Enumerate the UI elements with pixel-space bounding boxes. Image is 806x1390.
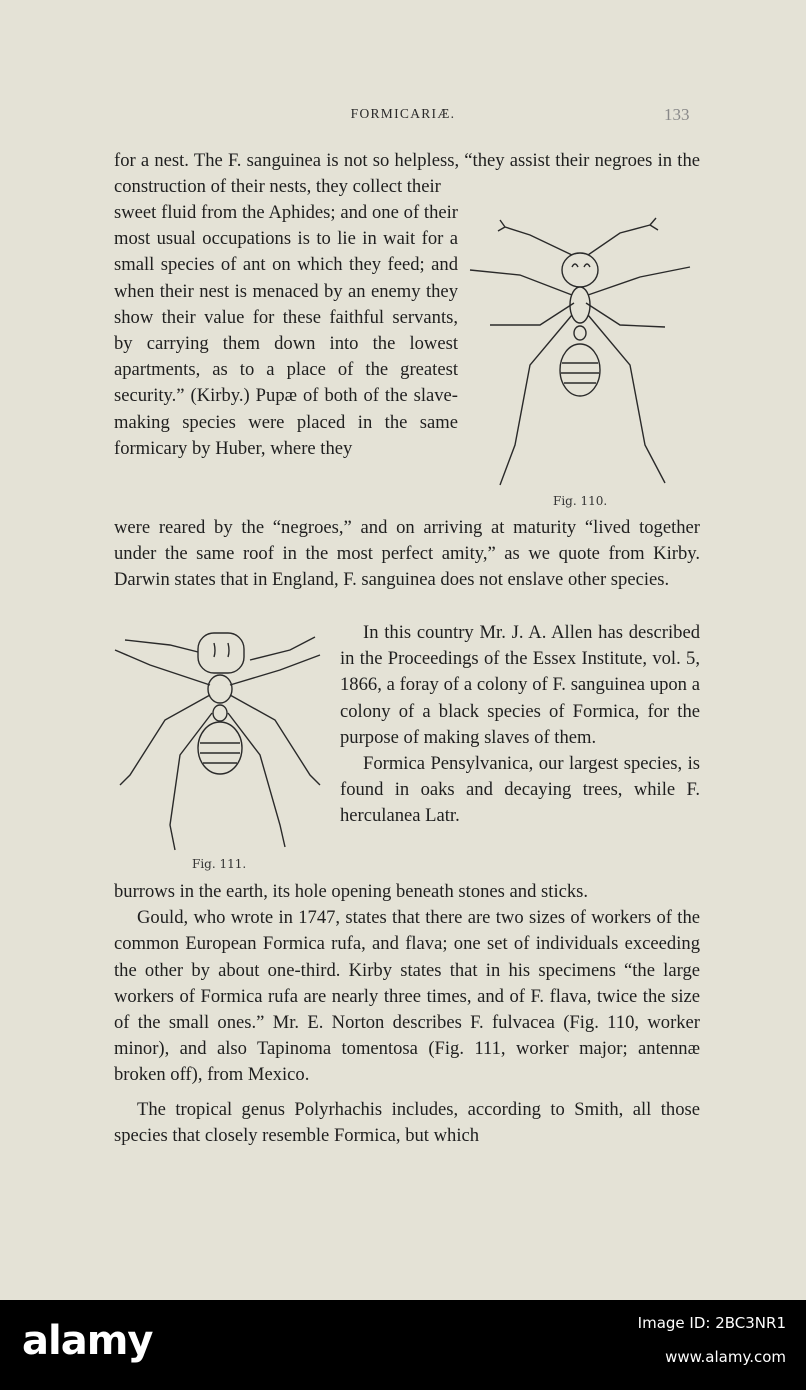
paragraph-block-3 bbox=[114, 515, 700, 594]
paragraph-text: In this country Mr. J. A. Allen has described in the Proceedings of the Essex Institute, vol. 5, 1866, a foray of a colony of F. sanguinea upon a colony of a black species of Formica, for the purpose of making slaves of them. bbox=[340, 622, 700, 748]
paragraph-block-5 bbox=[114, 879, 700, 1149]
ant-illustration-fig-111 bbox=[110, 625, 330, 855]
paragraph-block-2 bbox=[114, 200, 458, 462]
ant-illustration-fig-110 bbox=[460, 215, 700, 495]
site-url: www.alamy.com bbox=[665, 1348, 786, 1366]
paragraph-text: were reared by the “negroes,” and on arriving at maturity “lived together under the same roof in the most perfect amity,” as we quote from Kirby. Darwin states that in England, F. sanguinea does not enslave other species. bbox=[114, 517, 700, 591]
paragraph-text: sweet fluid from the Aphides; and one of their most usual occupations is to lie in wait for a small species of ant on which they feed; and when their nest is menaced by an enemy they show their value for these faithful servants, by carrying them down into the lowest apartments, as to a place of the greatest security.” (Kirby.) Pupæ of both of the slave-making species were placed in the same formicary by Huber, where they bbox=[114, 202, 458, 459]
paragraph-block-1 bbox=[114, 148, 700, 200]
paragraph-text: The tropical genus Polyrhachis includes, according to Smith, all those species that closely resemble Formica, but which bbox=[114, 1098, 700, 1146]
paragraph-text: burrows in the earth, its hole opening beneath stones and sticks. bbox=[114, 881, 589, 902]
running-head: FORMICARIÆ. bbox=[350, 106, 456, 121]
figure-caption-110: Fig. 110. bbox=[553, 494, 608, 508]
brand-logo: alamy bbox=[22, 1318, 153, 1364]
paragraph-block-4 bbox=[340, 620, 700, 830]
page-number: 133 bbox=[664, 105, 690, 124]
image-id-label: Image ID: 2BC3NR1 bbox=[637, 1314, 786, 1332]
paragraph-text: Gould, who wrote in 1747, states that there are two sizes of workers of the common European Formica rufa, and flava; one set of individuals exceeding the other by about one-third. Kirby states that in his specimens “the large workers of Formica rufa are nearly three times, and of F. flava, twice the size of the small ones.” Mr. E. Norton describes F. fulvacea (Fig. 110, worker minor), and also Tapinoma tomentosa (Fig. 111, worker major; antennæ broken off), from Mexico. bbox=[114, 907, 700, 1086]
paragraph-text: for a nest. The F. sanguinea is not so helpless, “they assist their negroes in the construction of their nests, they collect their bbox=[114, 150, 700, 198]
paragraph-text: Formica Pensylvanica, our largest species, is found in oaks and decaying trees, while F. herculanea Latr. bbox=[340, 753, 700, 827]
figure-caption-111: Fig. 111. bbox=[192, 857, 247, 871]
